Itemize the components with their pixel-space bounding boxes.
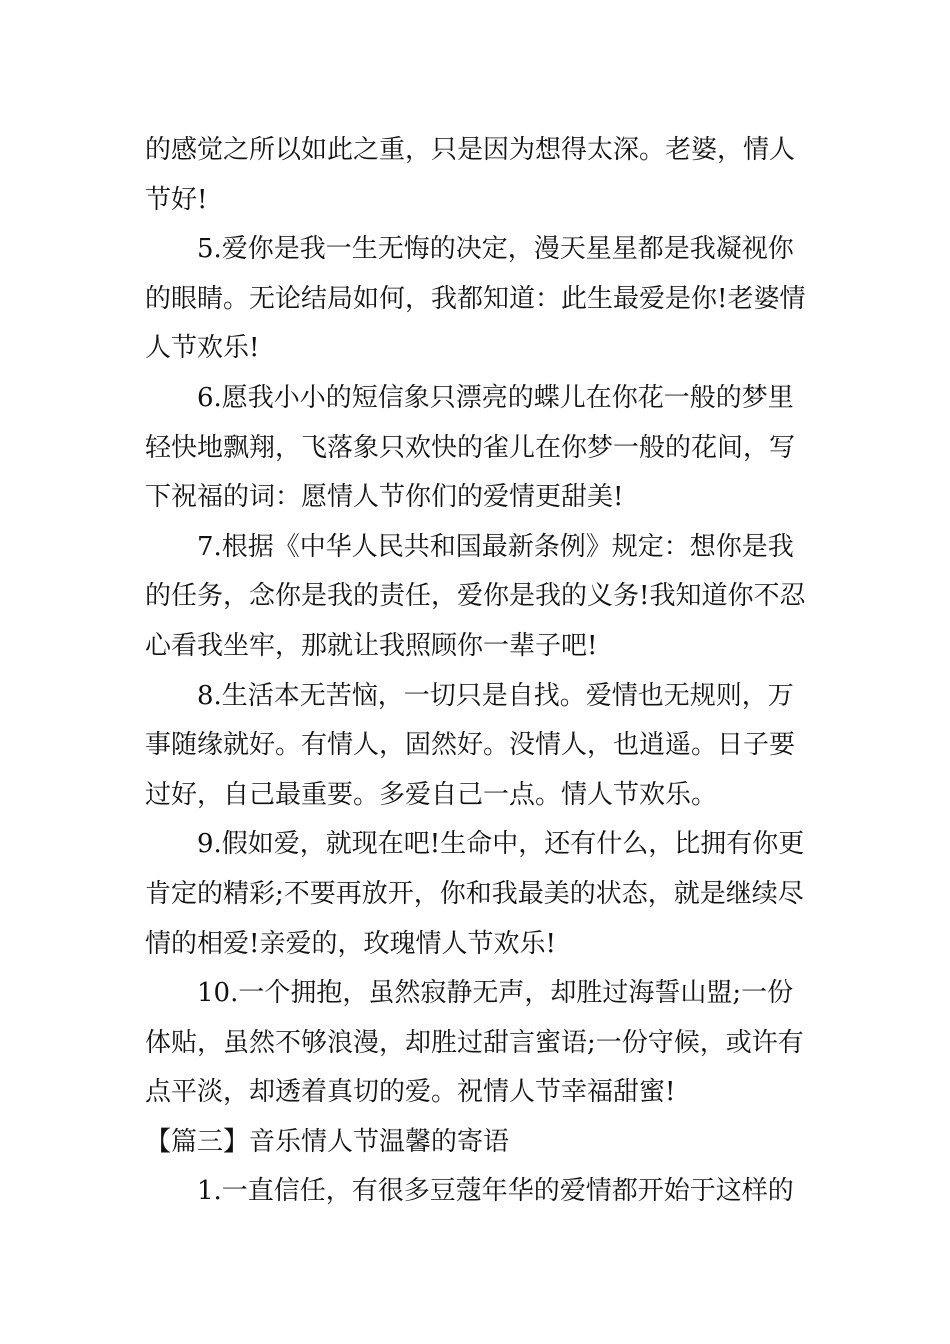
text-line: 的任务，念你是我的责任，爱你是我的义务!我知道你不忍: [145, 581, 806, 612]
text-line: 节好!: [145, 184, 208, 215]
text-line: 点平淡，却透着真切的爱。祝情人节幸福甜蜜!: [145, 1077, 676, 1108]
text-line: 的眼睛。无论结局如何，我都知道：此生最爱是你!老婆情: [145, 283, 806, 314]
list-item-7-start: 7.根据《中华人民共和国最新条例》规定：想你是我: [197, 531, 794, 562]
list-item-10-start: 10.一个拥抱，虽然寂静无声，却胜过海誓山盟;一份: [197, 978, 794, 1009]
text-line: 体贴，虽然不够浪漫，却胜过甜言蜜语;一份守候，或许有: [145, 1027, 804, 1058]
text-line: 事随缘就好。有情人，固然好。没情人，也逍遥。日子要: [145, 730, 796, 761]
text-line: 轻快地飘翔，飞落象只欢快的雀儿在你梦一般的花间，写: [145, 432, 796, 463]
text-line: 肯定的精彩;不要再放开，你和我最美的状态，就是继续尽: [145, 878, 804, 909]
list-item-8-start: 8.生活本无苦恼，一切只是自找。爱情也无规则，万: [197, 680, 794, 711]
text-line: 情的相爱!亲爱的，玫瑰情人节欢乐!: [145, 928, 556, 959]
text-line: 心看我坐牢，那就让我照顾你一辈子吧!: [145, 630, 598, 661]
list-item-6-start: 6.愿我小小的短信象只漂亮的蝶儿在你花一般的梦里: [197, 382, 794, 413]
text-line: 人节欢乐!: [145, 333, 260, 364]
list-item-1-start: 1.一直信任，有很多豆蔻年华的爱情都开始于这样的: [197, 1176, 794, 1207]
text-line: 过好，自己最重要。多爱自己一点。情人节欢乐。: [145, 779, 718, 810]
body-text: [145, 126, 810, 1217]
list-item-5-start: 5.爱你是我一生无悔的决定，漫天星星都是我凝视你: [197, 234, 794, 265]
section-heading: 【篇三】音乐情人节温馨的寄语: [145, 1126, 510, 1157]
list-item-9-start: 9.假如爱，就现在吧!生命中，还有什么，比拥有你更: [197, 829, 805, 860]
text-line: 下祝福的词：愿情人节你们的爱情更甜美!: [145, 482, 624, 513]
text-line: 的感觉之所以如此之重，只是因为想得太深。老婆，情人: [145, 135, 796, 165]
